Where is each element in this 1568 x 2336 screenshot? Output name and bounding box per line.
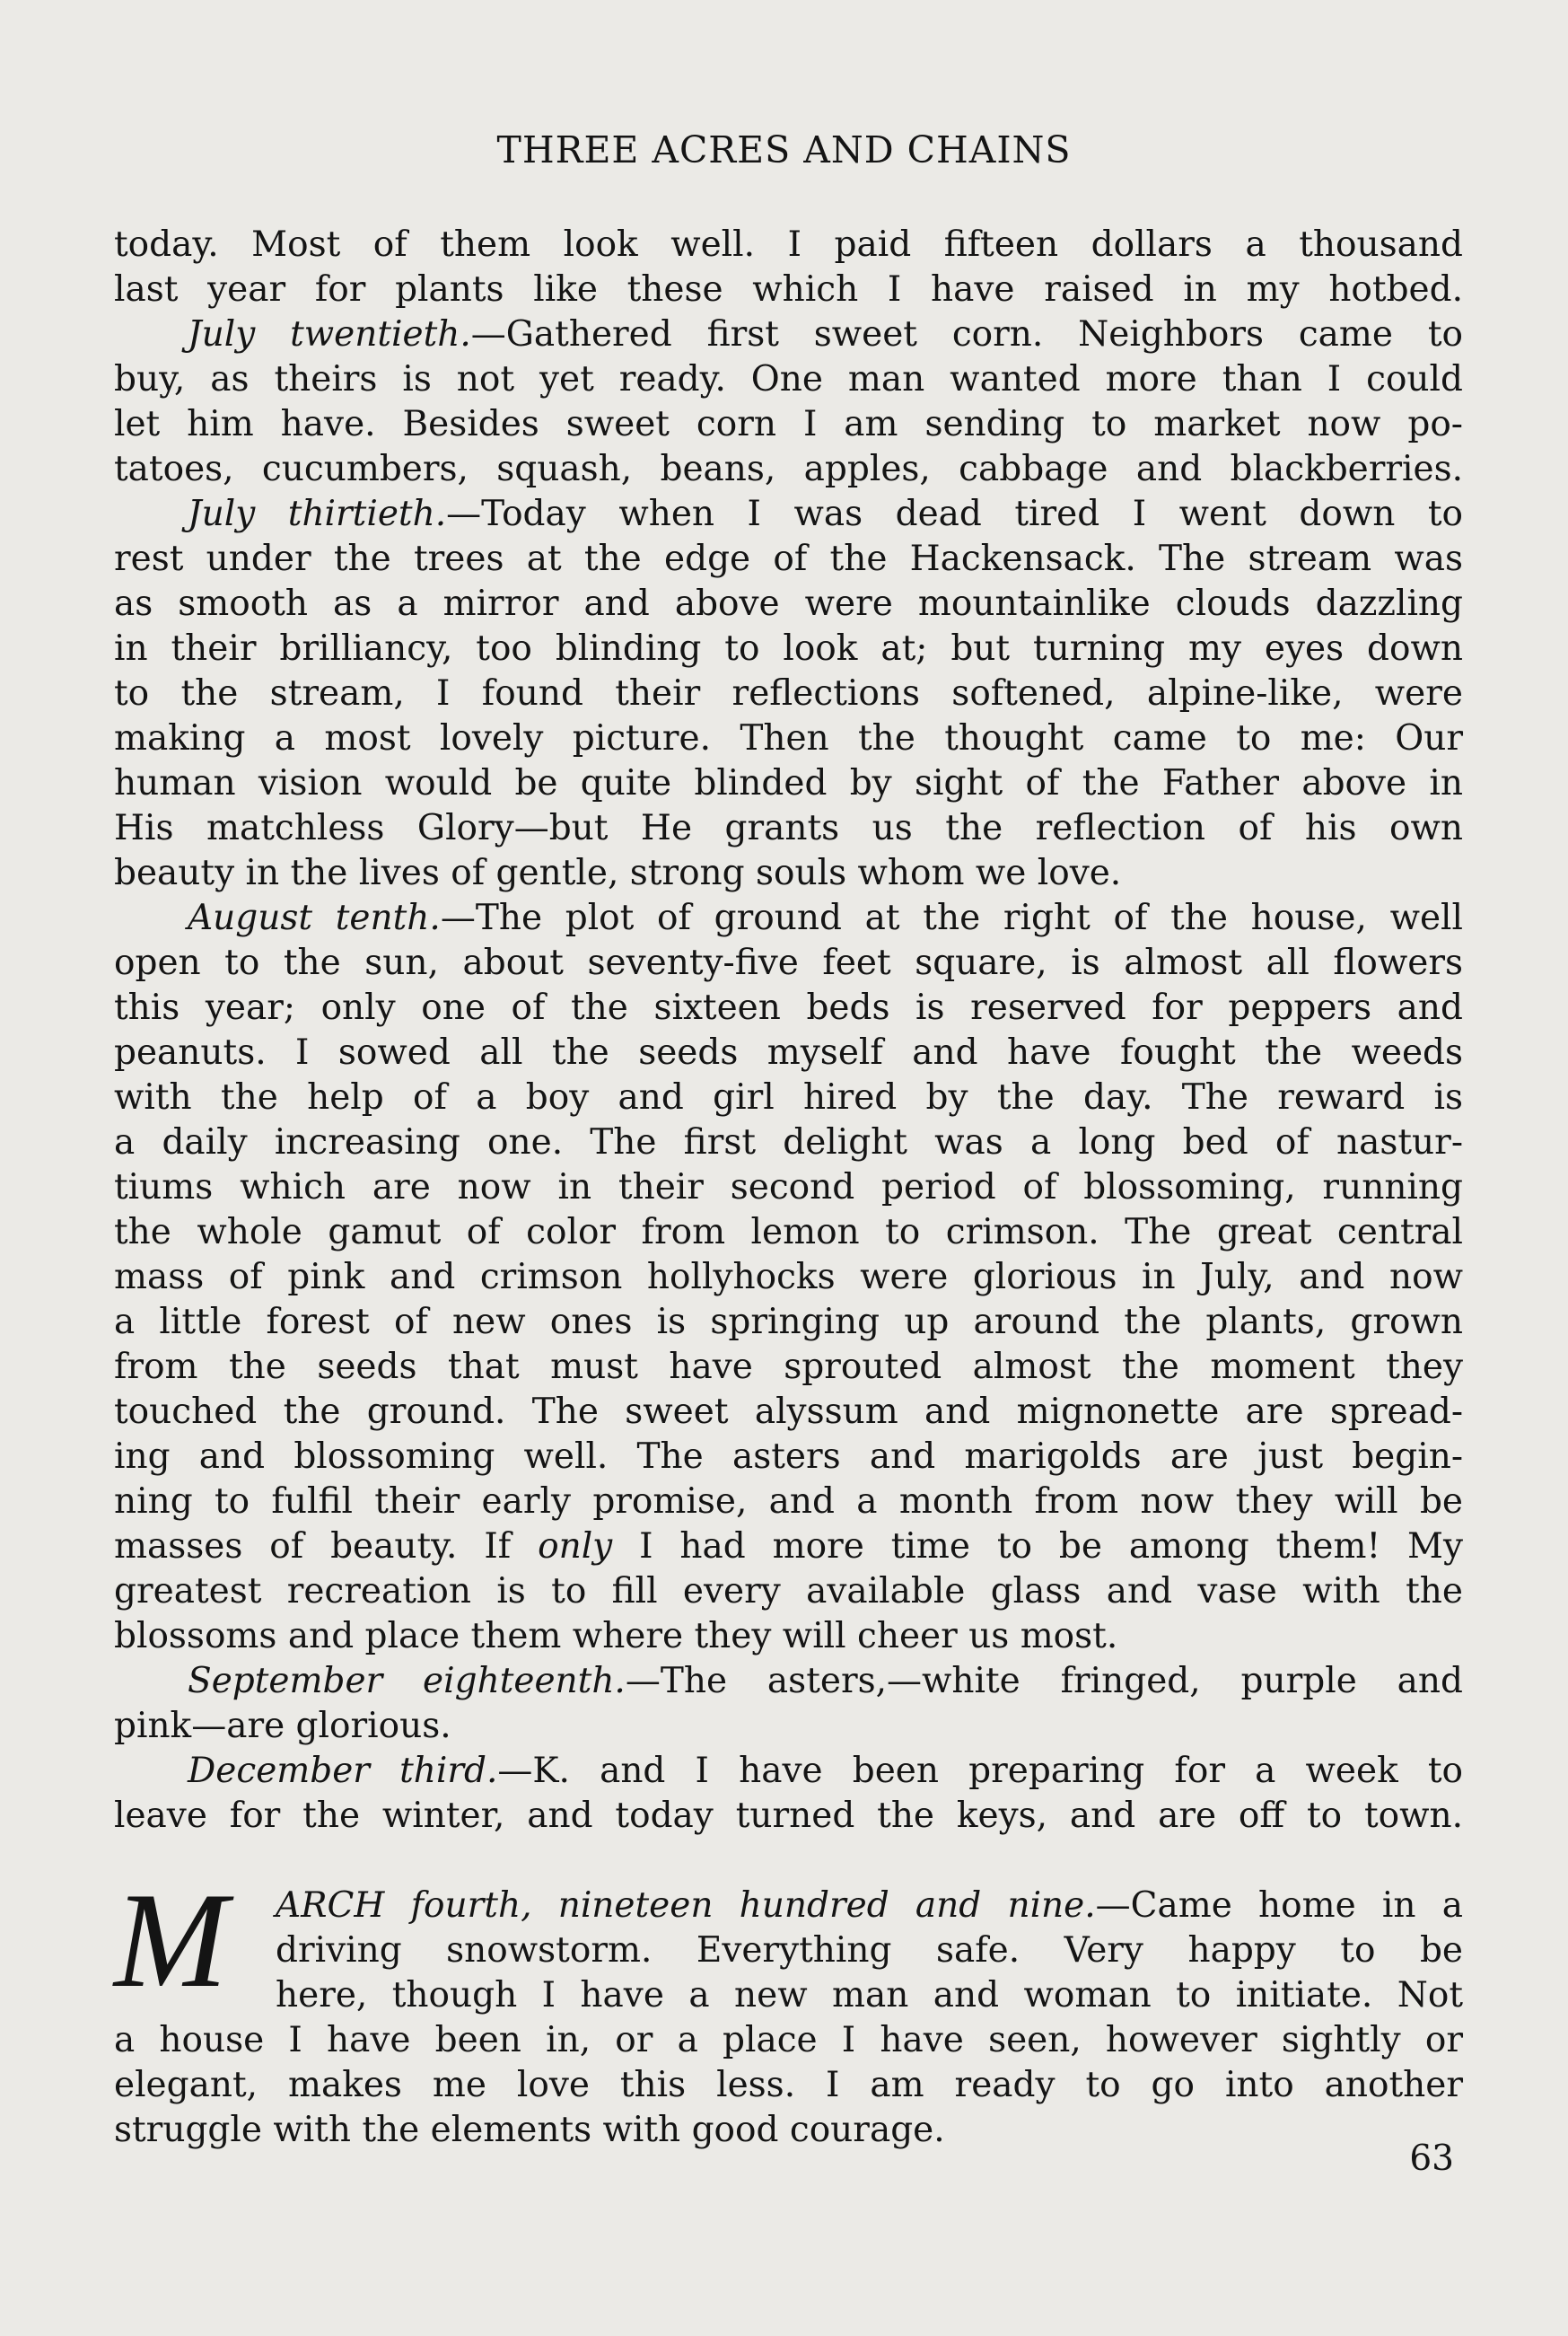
text-line: a daily increasing one. The first delight was a long bed of nastur-: [114, 1122, 1463, 1163]
text-line: ning to fulfil their early promise, and a month from now they will be: [114, 1481, 1463, 1522]
emphasis-word: only: [538, 1526, 613, 1567]
running-head: THREE ACRES AND CHAINS: [496, 128, 1072, 171]
text-line: a little forest of new ones is springing up around the plants, grown: [114, 1302, 1463, 1342]
entry-date: August tenth.: [188, 898, 441, 938]
text-line: let him have. Besides sweet corn I am sending to market now po-: [114, 404, 1463, 444]
text-line: mass of pink and crimson hollyhocks were glorious in July, and now: [114, 1257, 1463, 1297]
section-break: [114, 1839, 1463, 1884]
text-line: tiums which are now in their second period of blossoming, running: [114, 1167, 1463, 1208]
text-line: peanuts. I sowed all the seeds myself and have fought the weeds: [114, 1032, 1463, 1073]
text-line: as smooth as a mirror and above were mountainlike clouds dazzling: [114, 584, 1463, 624]
text-line: last year for plants like these which I have raised in my hotbed.: [114, 269, 1463, 310]
diary-entry-september-eighteenth: [114, 1659, 1463, 1704]
text-line: struggle with the elements with good courage.: [114, 2110, 945, 2150]
entry-date: September eighteenth.: [188, 1661, 626, 1701]
entry-text: —Today when I was dead tired I went down to: [446, 494, 1463, 534]
entry-date: July twentieth.: [188, 314, 471, 355]
diary-entry-july-twentieth: [114, 312, 1463, 357]
text-line: driving snowstorm. Everything safe. Very happy to be: [276, 1930, 1463, 1971]
text-line: elegant, makes me love this less. I am ready to go into another: [114, 2065, 1463, 2105]
diary-entry-july-thirtieth: [114, 492, 1463, 537]
text-line: in their brilliancy, too blinding to look at; but turning my eyes down: [114, 628, 1463, 669]
entry-text: —K. and I have been preparing for a week to: [497, 1751, 1464, 1791]
text-line: pink—are glorious.: [114, 1706, 451, 1746]
text-line: ing and blossoming well. The asters and marigolds are just begin-: [114, 1436, 1463, 1477]
text-line: a house I have been in, or a place I have seen, however sightly or: [114, 2020, 1463, 2060]
text-line: open to the sun, about seventy-five feet square, is almost all flowers: [114, 943, 1463, 983]
body-text: [114, 223, 1463, 2153]
text-segment: masses of beauty. If: [114, 1526, 539, 1567]
text-line: beauty in the lives of gentle, strong souls whom we love.: [114, 853, 1122, 893]
text-line: to the stream, I found their reflections softened, alpine-like, were: [114, 673, 1463, 714]
text-line: leave for the winter, and today turned the keys, and are off to town.: [114, 1796, 1463, 1836]
text-line: the whole gamut of color from lemon to crimson. The great central: [114, 1212, 1463, 1252]
text-line: making a most lovely picture. Then the thought came to me: Our: [114, 718, 1463, 759]
text-line: buy, as theirs is not yet ready. One man wanted more than I could: [114, 359, 1463, 400]
entry-text: —The plot of ground at the right of the house, well: [440, 898, 1463, 938]
text-line: human vision would be quite blinded by sight of the Father above in: [114, 763, 1463, 804]
text-line: from the seeds that must have sprouted almost the moment they: [114, 1347, 1463, 1387]
text-line: blossoms and place them where they will cheer us most.: [114, 1616, 1118, 1656]
text-line: touched the ground. The sweet alyssum and mignonette are spread-: [114, 1392, 1463, 1432]
text-line: today. Most of them look well. I paid fifteen dollars a thousand: [114, 224, 1463, 265]
text-line: here, though I have a new man and woman to initiate. Not: [276, 1975, 1463, 2015]
entry-text: —Came home in a: [1095, 1885, 1463, 1926]
entry-text: —The asters,—white fringed, purple and: [625, 1661, 1463, 1701]
diary-entry-august-tenth: [114, 896, 1463, 941]
entry-date: ARCH fourth, nineteen hundred and nine.: [276, 1885, 1096, 1926]
text-line: His matchless Glory—but He grants us the reflection of his own: [114, 808, 1463, 848]
entry-text: —Gathered first sweet corn. Neighbors came to: [470, 314, 1463, 355]
text-segment: I had more time to be among them! My: [612, 1526, 1463, 1567]
text-line: tatoes, cucumbers, squash, beans, apples, cabbage and blackberries.: [114, 449, 1463, 489]
page-number: 63: [1409, 2138, 1454, 2179]
diary-entry-december-third: [114, 1749, 1463, 1794]
text-line: rest under the trees at the edge of the Hackensack. The stream was: [114, 539, 1463, 579]
drop-cap: M: [114, 1865, 228, 2015]
diary-entry-march-fourth: [114, 1884, 1463, 1928]
entry-date: July thirtieth.: [188, 494, 447, 534]
text-line: with the help of a boy and girl hired by the day. The reward is: [114, 1077, 1463, 1118]
text-line-with-emphasis: [114, 1524, 1463, 1569]
text-line: greatest recreation is to fill every available glass and vase with the: [114, 1571, 1463, 1611]
text-line: this year; only one of the sixteen beds is reserved for peppers and: [114, 988, 1463, 1028]
entry-date: December third.: [188, 1751, 498, 1791]
